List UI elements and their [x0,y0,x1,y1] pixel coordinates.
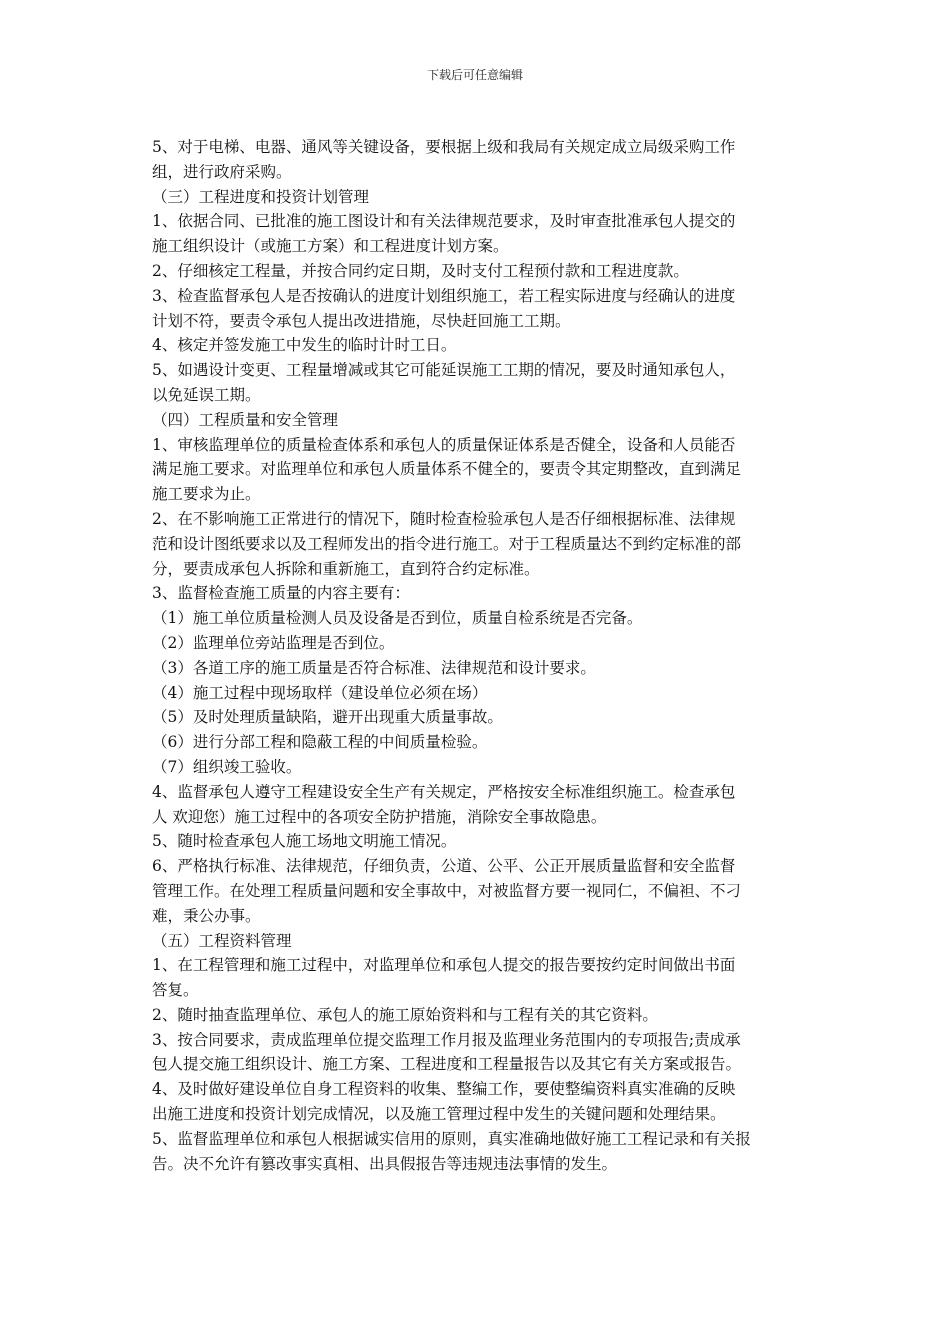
text-line: 计划不符，要责令承包人提出改进措施，尽快赶回施工工期。 [152,311,571,330]
text-line: 以免延误工期。 [152,385,261,404]
text-line: 1、在工程管理和施工过程中，对监理单位和承包人提交的报告要按约定时间做出书面 [152,956,736,975]
text-line: 1、审核监理单位的质量检查体系和承包人的质量保证体系是否健全，设备和人员能否 [152,435,736,454]
page-header: 下载后可任意编辑 [426,68,523,82]
text-line: 2、随时抽查监理单位、承包人的施工原始资料和与工程有关的其它资料。 [152,1005,658,1024]
text-line: 施工要求为止。 [152,485,261,504]
text-line: （4）施工过程中现场取样（建设单位必须在场） [152,683,488,702]
text-line: 组，进行政府采购。 [152,162,292,181]
text-line: 3、按合同要求，责成监理单位提交监理工作月报及监理业务范围内的专项报告;责成承 [152,1030,741,1049]
section-heading: （三）工程进度和投资计划管理 [152,187,370,206]
text-line: 难，秉公办事。 [152,906,261,925]
text-line: 告。决不允许有篡改事实真相、出具假报告等违规违法事情的发生。 [152,1154,618,1173]
text-line: （7）组织竣工验收。 [152,757,302,776]
text-line: （3）各道工序的施工质量是否符合标准、法律规范和设计要求。 [152,658,596,677]
text-line: 人 欢迎您）施工过程中的各项安全防护措施，消除安全事故隐患。 [152,807,607,826]
text-line: （2）监理单位旁站监理是否到位。 [152,633,395,652]
text-line: 5、随时检查承包人施工场地文明施工情况。 [152,832,457,851]
text-line: 管理工作。在处理工程质量问题和安全事故中，对被监督方要一视同仁，不偏袒、不刁 [152,881,742,900]
text-line: 4、核定并签发施工中发生的临时计时工日。 [152,336,457,355]
text-line: 4、监督承包人遵守工程建设安全生产有关规定，严格按安全标准组织施工。检查承包 [152,782,736,801]
text-line: （1）施工单位质量检测人员及设备是否到位，质量自检系统是否完备。 [152,609,643,628]
text-line: 3、检查监督承包人是否按确认的进度计划组织施工，若工程实际进度与经确认的进度 [152,286,736,305]
section-heading: （五）工程资料管理 [152,931,292,950]
text-line: 分，要责成承包人拆除和重新施工，直到符合约定标准。 [152,559,540,578]
text-line: 答复。 [152,981,199,1000]
text-line: 2、仔细核定工程量，并按合同约定日期，及时支付工程预付款和工程进度款。 [152,261,689,280]
text-line: 出施工进度和投资计划完成情况，以及施工管理过程中发生的关键问题和处理结果。 [152,1105,726,1124]
section-heading: （四）工程质量和安全管理 [152,410,339,429]
text-line: 4、及时做好建设单位自身工程资料的收集、整编工作，要使整编资料真实准确的反映 [152,1080,736,1099]
text-line: （5）及时处理质量缺陷，避开出现重大质量事故。 [152,708,503,727]
text-line: 1、依据合同、已批准的施工图设计和有关法律规范要求，及时审查批准承包人提交的 [152,212,736,231]
text-line: 包人提交施工组织设计、施工方案、工程进度和工程量报告以及其它有关方案或报告。 [152,1055,742,1074]
text-line: 满足施工要求。对监理单位和承包人质量体系不健全的，要责令其定期整改，直到满足 [152,460,742,479]
text-line: 范和设计图纸要求以及工程师发出的指令进行施工。对于工程质量达不到约定标准的部 [152,534,742,553]
text-line: 2、在不影响施工正常进行的情况下，随时检查检验承包人是否仔细根据标准、法律规 [152,509,736,528]
text-line: 6、严格执行标准、法律规范，仔细负责，公道、公平、公正开展质量监督和安全监督 [152,857,736,876]
text-line: 施工组织设计（或施工方案）和工程进度计划方案。 [152,237,509,256]
text-line: 5、如遇设计变更、工程量增减或其它可能延误施工工期的情况，要及时通知承包人， [152,361,736,380]
text-line: 5、监督监理单位和承包人根据诚实信用的原则，真实准确地做好施工工程记录和有关报 [152,1129,751,1148]
text-line: （6）进行分部工程和隐蔽工程的中间质量检验。 [152,733,488,752]
text-line: 3、监督检查施工质量的内容主要有： [152,584,410,603]
document-body [152,135,802,1176]
text-line: 5、对于电梯、电器、通风等关键设备，要根据上级和我局有关规定成立局级采购工作 [152,138,736,156]
